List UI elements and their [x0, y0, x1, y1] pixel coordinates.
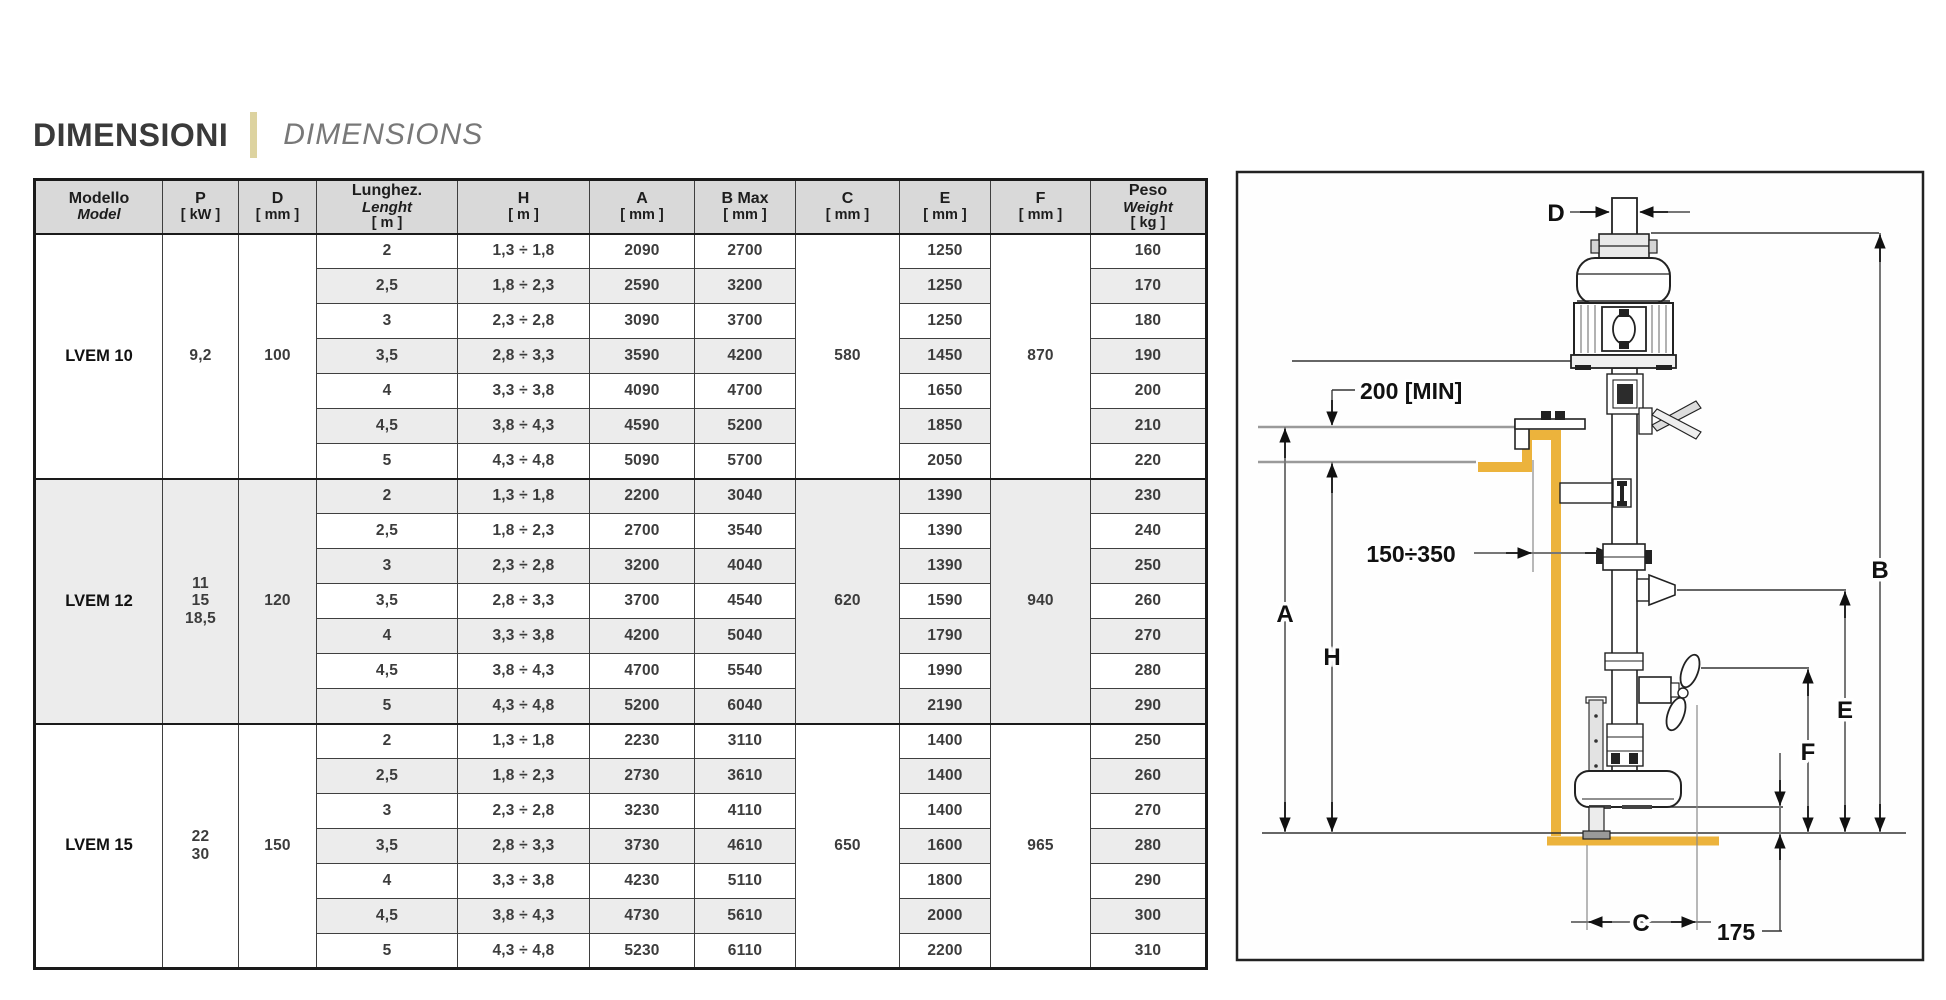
page-title-italian: DIMENSIONI	[33, 116, 229, 153]
motor	[1571, 258, 1676, 370]
page-title-english: DIMENSIONS	[283, 118, 484, 151]
e-cell: 2050	[900, 444, 991, 479]
power-cell-1: 11 15 18,5	[163, 479, 239, 724]
bmax-cell: 4610	[695, 829, 796, 864]
dimensions-table	[33, 178, 1208, 970]
a-cell: 4700	[590, 654, 695, 689]
dimensions-table-body	[35, 234, 1207, 969]
model-cell-1: LVEM 12	[35, 479, 163, 724]
model-cell-2: LVEM 15	[35, 724, 163, 969]
a-cell: 2230	[590, 724, 695, 759]
dimension-label-c: C	[1632, 910, 1650, 937]
h-range-cell: 4,3 ÷ 4,8	[458, 444, 590, 479]
e-cell: 1600	[900, 829, 991, 864]
bmax-cell: 3700	[695, 304, 796, 339]
e-cell: 1390	[900, 479, 991, 514]
dimension-label-e: E	[1836, 697, 1854, 724]
model-cell-0: LVEM 10	[35, 234, 163, 479]
e-cell: 1400	[900, 759, 991, 794]
length-cell: 4	[317, 864, 458, 899]
weight-cell: 210	[1091, 409, 1207, 444]
h-range-cell: 4,3 ÷ 4,8	[458, 934, 590, 969]
dimension-label-b: B	[1871, 557, 1889, 584]
diameter-cell-0: 100	[239, 234, 317, 479]
weight-cell: 260	[1091, 759, 1207, 794]
weight-cell: 230	[1091, 479, 1207, 514]
weight-cell: 270	[1091, 794, 1207, 829]
length-cell: 2	[317, 479, 458, 514]
h-range-cell: 1,3 ÷ 1,8	[458, 724, 590, 759]
length-cell: 5	[317, 689, 458, 724]
weight-cell: 180	[1091, 304, 1207, 339]
h-range-cell: 3,3 ÷ 3,8	[458, 374, 590, 409]
junction-box	[1607, 374, 1643, 414]
length-cell: 4	[317, 374, 458, 409]
bmax-cell: 4110	[695, 794, 796, 829]
e-cell: 1590	[900, 584, 991, 619]
e-cell: 1250	[900, 234, 991, 269]
e-cell: 2000	[900, 899, 991, 934]
weight-cell: 280	[1091, 654, 1207, 689]
length-cell: 5	[317, 444, 458, 479]
e-cell: 1390	[900, 514, 991, 549]
f-cell-2: 965	[991, 724, 1091, 969]
e-cell: 2200	[900, 934, 991, 969]
a-cell: 5230	[590, 934, 695, 969]
dimension-label-a: A	[1276, 601, 1294, 628]
pump-technical-drawing	[1230, 148, 1946, 970]
bmax-cell: 5110	[695, 864, 796, 899]
mid-coupling	[1596, 544, 1652, 570]
h-range-cell: 1,8 ÷ 2,3	[458, 269, 590, 304]
length-cell: 2,5	[317, 759, 458, 794]
pump-top-stub	[1612, 198, 1637, 236]
bmax-cell: 5040	[695, 619, 796, 654]
diameter-cell-1: 120	[239, 479, 317, 724]
column-header-a: A [ mm ]	[590, 180, 695, 234]
table-header-row	[35, 180, 1207, 234]
weight-cell: 250	[1091, 724, 1207, 759]
weight-cell: 250	[1091, 549, 1207, 584]
table-row	[35, 234, 1207, 269]
weight-cell: 220	[1091, 444, 1207, 479]
weight-cell: 190	[1091, 339, 1207, 374]
weight-cell: 300	[1091, 899, 1207, 934]
h-range-cell: 2,3 ÷ 2,8	[458, 304, 590, 339]
a-cell: 3090	[590, 304, 695, 339]
column-header-c: C [ mm ]	[796, 180, 900, 234]
dimension-label-h: H	[1323, 644, 1341, 671]
column-header-bmax: B Max [ mm ]	[695, 180, 796, 234]
table-row	[35, 479, 1207, 514]
length-cell: 3,5	[317, 584, 458, 619]
f-cell-1: 940	[991, 479, 1091, 724]
column-header-weight: Peso Weight [ kg ]	[1091, 180, 1207, 234]
weight-cell: 200	[1091, 374, 1207, 409]
h-range-cell: 3,8 ÷ 4,3	[458, 409, 590, 444]
weight-cell: 160	[1091, 234, 1207, 269]
h-range-cell: 1,3 ÷ 1,8	[458, 234, 590, 269]
dimension-label-bottom-clearance: 175	[1716, 919, 1756, 945]
a-cell: 3230	[590, 794, 695, 829]
length-cell: 3,5	[317, 829, 458, 864]
bmax-cell: 5540	[695, 654, 796, 689]
e-cell: 1800	[900, 864, 991, 899]
a-cell: 2200	[590, 479, 695, 514]
e-cell: 1250	[900, 304, 991, 339]
a-cell: 4200	[590, 619, 695, 654]
pump-top-coupling	[1591, 234, 1657, 258]
bmax-cell: 3200	[695, 269, 796, 304]
h-range-cell: 3,3 ÷ 3,8	[458, 619, 590, 654]
title-divider-bar	[250, 112, 257, 158]
column-header-p: P [ kW ]	[163, 180, 239, 234]
length-cell: 4,5	[317, 409, 458, 444]
dimension-label-d: D	[1547, 200, 1565, 227]
length-cell: 3	[317, 304, 458, 339]
e-cell: 1850	[900, 409, 991, 444]
weight-cell: 290	[1091, 864, 1207, 899]
e-cell: 1790	[900, 619, 991, 654]
a-cell: 5090	[590, 444, 695, 479]
weight-cell: 260	[1091, 584, 1207, 619]
bmax-cell: 4200	[695, 339, 796, 374]
h-range-cell: 1,8 ÷ 2,3	[458, 514, 590, 549]
h-range-cell: 3,8 ÷ 4,3	[458, 899, 590, 934]
c-cell-1: 620	[796, 479, 900, 724]
h-range-cell: 1,3 ÷ 1,8	[458, 479, 590, 514]
h-range-cell: 2,8 ÷ 3,3	[458, 584, 590, 619]
e-cell: 1390	[900, 549, 991, 584]
c-cell-0: 580	[796, 234, 900, 479]
length-cell: 5	[317, 934, 458, 969]
power-cell-0: 9,2	[163, 234, 239, 479]
length-cell: 4,5	[317, 654, 458, 689]
weight-cell: 280	[1091, 829, 1207, 864]
a-cell: 3700	[590, 584, 695, 619]
column-header-length: Lunghez. Lenght [ m ]	[317, 180, 458, 234]
column-header-d: D [ mm ]	[239, 180, 317, 234]
h-range-cell: 2,8 ÷ 3,3	[458, 339, 590, 374]
bmax-cell: 5700	[695, 444, 796, 479]
dimension-label-f: F	[1800, 739, 1816, 766]
h-range-cell: 3,3 ÷ 3,8	[458, 864, 590, 899]
a-cell: 3730	[590, 829, 695, 864]
weight-cell: 240	[1091, 514, 1207, 549]
a-cell: 4590	[590, 409, 695, 444]
f-cell-0: 870	[991, 234, 1091, 479]
bmax-cell: 3110	[695, 724, 796, 759]
length-cell: 2	[317, 234, 458, 269]
column-header-e: E [ mm ]	[900, 180, 991, 234]
a-cell: 4730	[590, 899, 695, 934]
bmax-cell: 3540	[695, 514, 796, 549]
page-title	[33, 112, 483, 158]
column-header-model: Modello Model	[35, 180, 163, 234]
a-cell: 4230	[590, 864, 695, 899]
a-cell: 5200	[590, 689, 695, 724]
e-cell: 1990	[900, 654, 991, 689]
bmax-cell: 4700	[695, 374, 796, 409]
h-range-cell: 1,8 ÷ 2,3	[458, 759, 590, 794]
bmax-cell: 6110	[695, 934, 796, 969]
weight-cell: 270	[1091, 619, 1207, 654]
e-cell: 1450	[900, 339, 991, 374]
a-cell: 4090	[590, 374, 695, 409]
bmax-cell: 6040	[695, 689, 796, 724]
a-cell: 2700	[590, 514, 695, 549]
a-cell: 2090	[590, 234, 695, 269]
dimensions-table-wrapper	[33, 178, 1208, 970]
bmax-cell: 5610	[695, 899, 796, 934]
e-cell: 1400	[900, 724, 991, 759]
length-cell: 3	[317, 794, 458, 829]
weight-cell: 170	[1091, 269, 1207, 304]
lower-coupling	[1607, 724, 1643, 766]
length-cell: 4,5	[317, 899, 458, 934]
weight-cell: 290	[1091, 689, 1207, 724]
h-range-cell: 2,8 ÷ 3,3	[458, 829, 590, 864]
a-cell: 2590	[590, 269, 695, 304]
a-cell: 3590	[590, 339, 695, 374]
a-cell: 3200	[590, 549, 695, 584]
bmax-cell: 5200	[695, 409, 796, 444]
length-cell: 3,5	[317, 339, 458, 374]
bmax-cell: 3040	[695, 479, 796, 514]
length-cell: 4	[317, 619, 458, 654]
length-cell: 2	[317, 724, 458, 759]
dimension-label-wall-distance: 150÷350	[1366, 541, 1456, 567]
length-cell: 2,5	[317, 269, 458, 304]
c-cell-2: 650	[796, 724, 900, 969]
h-range-cell: 4,3 ÷ 4,8	[458, 689, 590, 724]
dimension-label-min-level: 200 [MIN]	[1360, 378, 1463, 404]
bmax-cell: 2700	[695, 234, 796, 269]
bmax-cell: 3610	[695, 759, 796, 794]
e-cell: 1650	[900, 374, 991, 409]
column-header-h: H [ m ]	[458, 180, 590, 234]
e-cell: 1250	[900, 269, 991, 304]
weight-cell: 310	[1091, 934, 1207, 969]
power-cell-2: 22 30	[163, 724, 239, 969]
table-row	[35, 724, 1207, 759]
table-header	[35, 180, 1207, 234]
bmax-cell: 4540	[695, 584, 796, 619]
e-cell: 2190	[900, 689, 991, 724]
wall-clamp-arm	[1560, 479, 1631, 507]
column-header-f: F [ mm ]	[991, 180, 1091, 234]
h-range-cell: 3,8 ÷ 4,3	[458, 654, 590, 689]
a-cell: 2730	[590, 759, 695, 794]
length-cell: 3	[317, 549, 458, 584]
length-cell: 2,5	[317, 514, 458, 549]
h-range-cell: 2,3 ÷ 2,8	[458, 549, 590, 584]
diameter-cell-2: 150	[239, 724, 317, 969]
bmax-cell: 4040	[695, 549, 796, 584]
e-cell: 1400	[900, 794, 991, 829]
h-range-cell: 2,3 ÷ 2,8	[458, 794, 590, 829]
